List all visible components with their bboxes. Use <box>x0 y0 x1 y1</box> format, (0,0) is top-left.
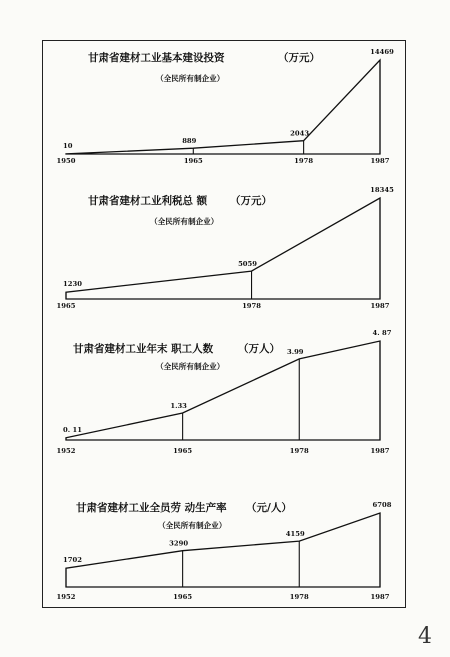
chart-unit: （元/人） <box>246 502 292 514</box>
chart-title: 甘肃省建材工业全员劳 动生产率 <box>76 502 227 514</box>
data-label: 14469 <box>370 48 394 56</box>
tick-label: 1978 <box>294 157 314 165</box>
chart-title: 甘肃省建材工业年末 职工人数 <box>73 343 214 355</box>
tick-label: 1978 <box>289 593 309 601</box>
tick-label: 1987 <box>370 302 390 310</box>
data-label: 4. 87 <box>372 329 392 337</box>
chart-2 <box>57 186 395 310</box>
data-label: 3290 <box>169 539 189 548</box>
chart-subtitle: （全民所有制企业） <box>156 74 225 83</box>
chart-title: 甘肃省建材工业利税总 额 <box>88 195 208 207</box>
data-label: 10 <box>63 141 73 150</box>
data-label: 5059 <box>238 260 258 269</box>
tick-label: 1978 <box>242 302 262 310</box>
chart-3 <box>57 329 392 455</box>
chart-subtitle: （全民所有制企业） <box>158 521 227 530</box>
data-label: 3.99 <box>286 347 304 356</box>
area-outline <box>66 198 380 299</box>
tick-label: 1987 <box>370 157 390 165</box>
chart-4 <box>57 501 392 601</box>
chart-subtitle: （全民所有制企业） <box>150 217 219 226</box>
data-label: 0. 11 <box>63 425 82 434</box>
data-label: 2043 <box>290 129 310 138</box>
data-label: 1230 <box>63 280 82 289</box>
tick-label: 1978 <box>289 447 309 455</box>
tick-label: 1965 <box>173 447 193 455</box>
chart-unit: （万元） <box>230 195 272 207</box>
chart-unit: （万人） <box>238 343 280 355</box>
data-label: 1702 <box>63 556 82 565</box>
data-label: 889 <box>182 137 197 146</box>
tick-label: 1965 <box>56 302 76 310</box>
chart-title: 甘肃省建材工业基本建设投资 <box>88 52 225 64</box>
tick-label: 1987 <box>370 593 390 601</box>
chart-unit: （万元） <box>278 52 320 64</box>
data-label: 4159 <box>285 530 305 539</box>
data-label: 18345 <box>370 186 394 194</box>
area-outline <box>66 341 380 440</box>
data-label: 6708 <box>372 501 392 509</box>
chart-1 <box>57 48 395 165</box>
chart-subtitle: （全民所有制企业） <box>156 362 225 371</box>
tick-label: 1965 <box>183 157 203 165</box>
tick-label: 1952 <box>56 447 76 455</box>
tick-label: 1965 <box>173 593 193 601</box>
tick-label: 1987 <box>370 447 390 455</box>
page-mark: 4 <box>418 624 432 649</box>
tick-label: 1952 <box>56 593 76 601</box>
data-label: 1.33 <box>170 401 187 410</box>
tick-label: 1950 <box>56 157 76 165</box>
